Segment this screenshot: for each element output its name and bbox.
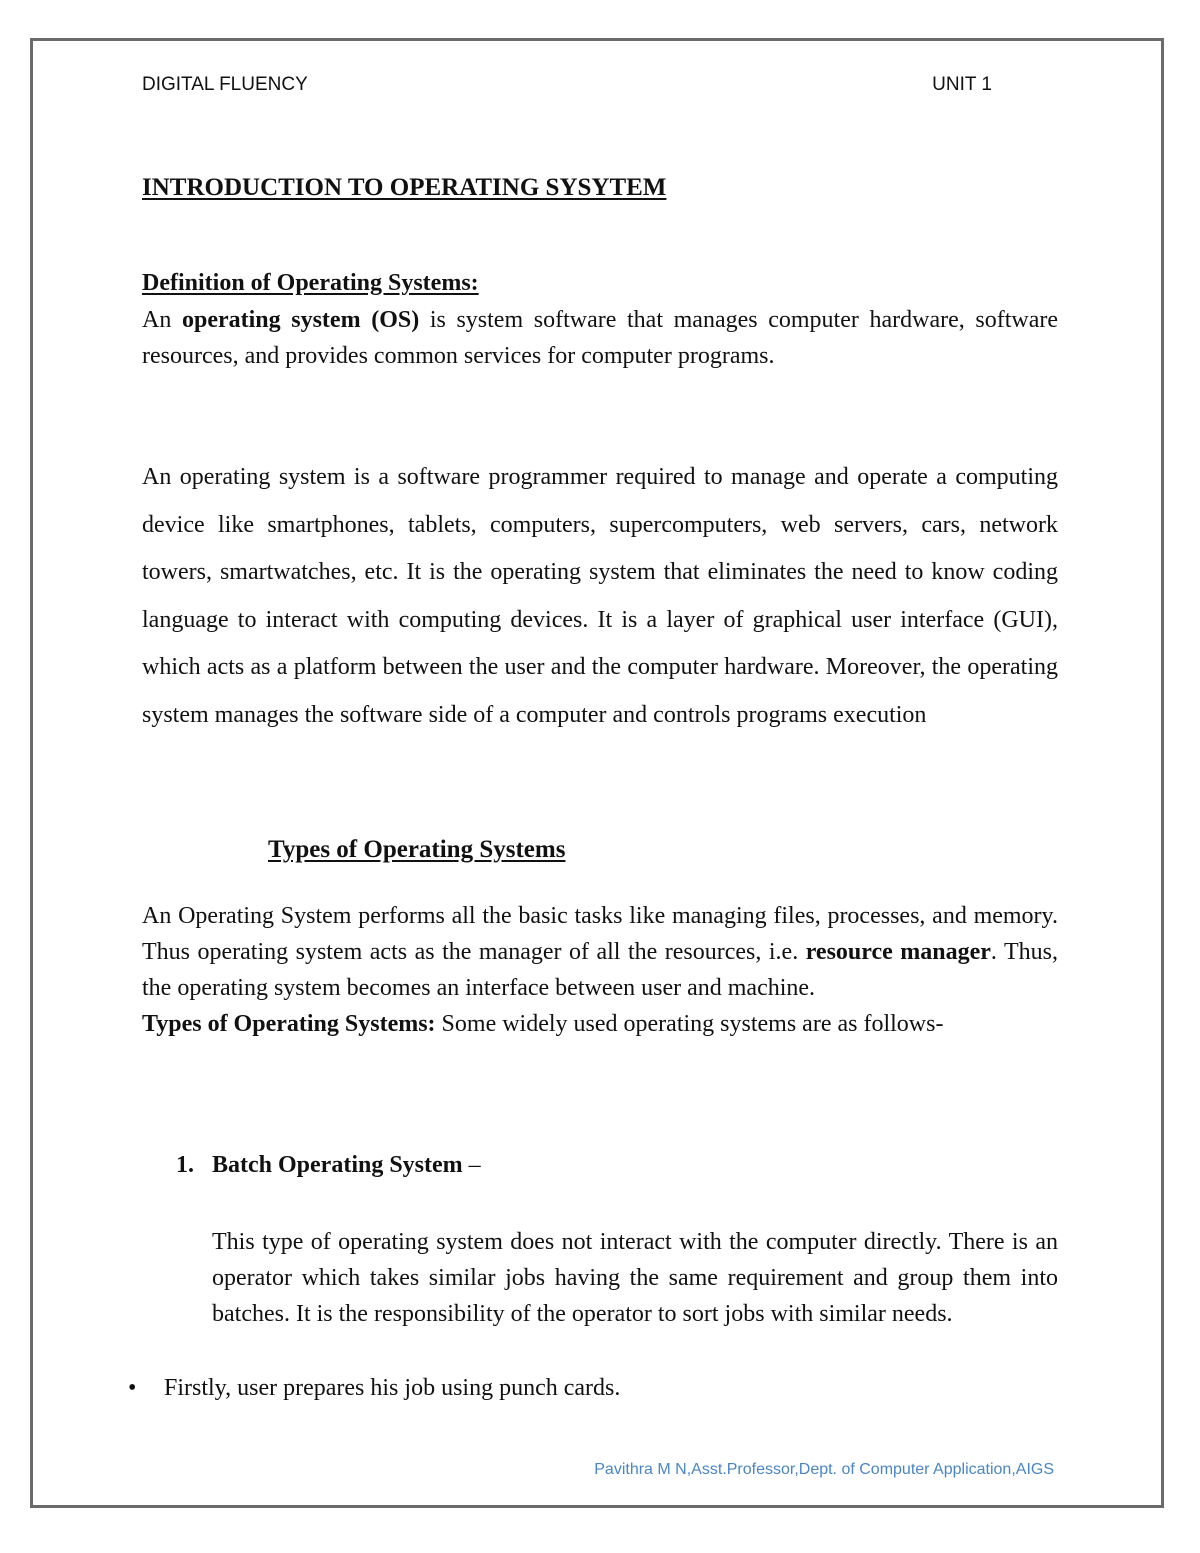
bullet-text: Firstly, user prepares his job using punch cards.	[164, 1375, 621, 1401]
bullet-icon: •	[128, 1375, 137, 1401]
types-list-intro-rest: Some widely used operating systems are as follows-	[435, 1011, 944, 1037]
intro-paragraph: An operating system is a software programmer required to manage and operate a computing device like smartphones, tablets, computers, supercomputers, web servers, cars, network towers, smartwatches, etc. It is the operating system that eliminates the need to know coding language to interact with computing devices. It is a layer of graphical user interface (GUI), which acts as a platform between the user and the computer hardware. Moreover, the operating system manages the software side of a computer and controls programs execution	[142, 464, 1058, 728]
page-footer: Pavithra M N,Asst.Professor,Dept. of Computer Application,AIGS	[594, 1461, 1054, 1478]
definition-term: operating system	[181, 307, 361, 333]
header-subject: DIGITAL FLUENCY	[142, 74, 308, 95]
batch-description: This type of operating system does not interact with the computer directly. There is an operator which takes similar jobs having the same requirement and group them into batches. It is the responsibility of the operator to sort jobs with similar needs.	[212, 1229, 1058, 1327]
list-item-batch-title	[176, 1152, 481, 1179]
types-list-intro	[142, 1006, 1058, 1042]
types-desc-start: An Operating System performs all the basic tasks like managing files, processes, and memory. Thus operating system acts as the manager of all the resources, i.e.	[142, 903, 1058, 965]
header-unit: UNIT 1	[932, 74, 992, 95]
list-item-title-text: Batch Operating System	[212, 1152, 463, 1178]
definition-heading: Definition of Operating Systems:	[142, 270, 479, 296]
definition-prefix: An	[142, 307, 182, 333]
list-item-number: 1.	[176, 1152, 194, 1178]
definition-paragraph	[142, 302, 1058, 374]
page-title: INTRODUCTION TO OPERATING SYSYTEM	[142, 174, 667, 201]
types-desc-bold: resource manager	[805, 939, 991, 965]
types-list-intro-bold: Types of Operating Systems:	[142, 1011, 436, 1037]
types-desc-end: . Thus, the operating system becomes an interface between user and machine.	[142, 939, 1058, 1001]
types-paragraph	[142, 898, 1058, 1042]
definition-abbr: (OS)	[371, 307, 420, 333]
types-description	[142, 898, 1058, 1006]
definition-rest: is system software that manages computer hardware, software resources, and provides common services for computer programs.	[142, 307, 1058, 369]
types-heading: Types of Operating Systems	[268, 836, 566, 863]
list-item-dash: –	[462, 1152, 481, 1178]
bullet-item	[124, 1375, 620, 1402]
